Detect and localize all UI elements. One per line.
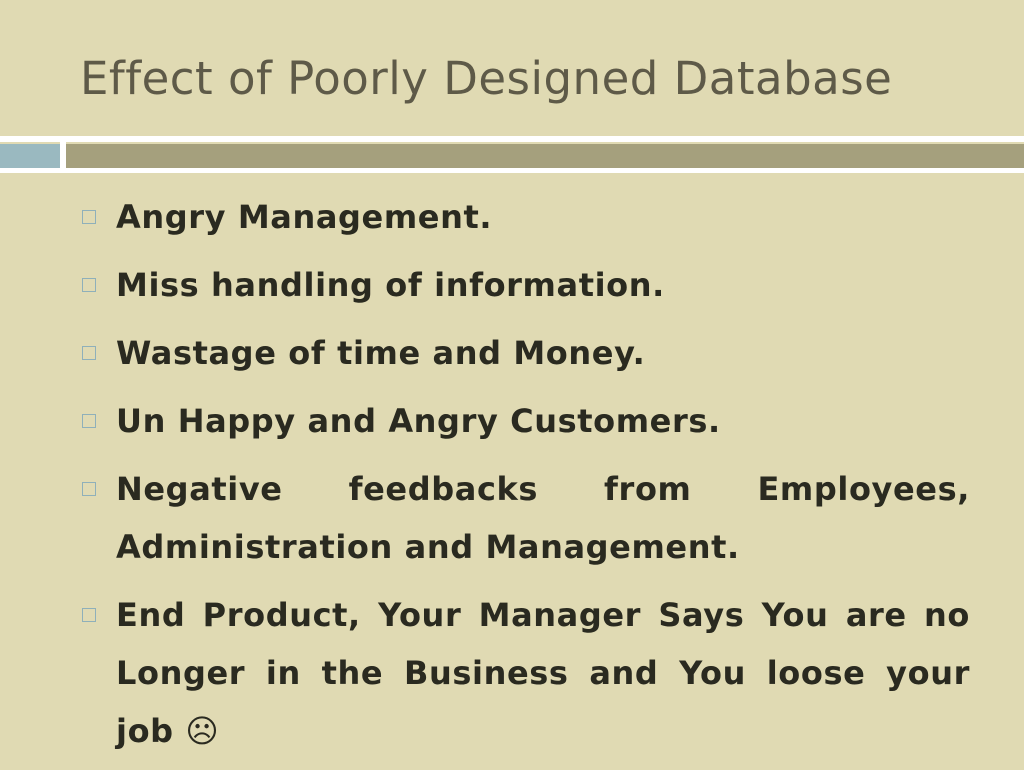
square-bullet-icon: [82, 278, 96, 292]
bullet-item: [82, 256, 970, 314]
divider-band: [66, 144, 1024, 168]
square-bullet-icon: [82, 346, 96, 360]
divider-line-bottom: [0, 168, 1024, 173]
bullet-item: [82, 324, 970, 382]
bullet-text: Wastage of time and Money.: [116, 334, 646, 372]
bullet-text: Un Happy and Angry Customers.: [116, 402, 721, 440]
bullet-item: [82, 188, 970, 246]
bullet-list: [82, 188, 970, 770]
square-bullet-icon: [82, 608, 96, 622]
bullet-text: End Product, Your Manager Says You are no Longer in the Business and You loose your job ☹: [116, 596, 970, 750]
square-bullet-icon: [82, 210, 96, 224]
bullet-text: Negative feedbacks from Employees, Administration and Management.: [116, 470, 970, 566]
slide-title: Effect of Poorly Designed Database: [80, 52, 893, 105]
divider-line-top: [0, 136, 1024, 142]
bullet-text: Miss handling of information.: [116, 266, 665, 304]
bullet-item: [82, 460, 970, 576]
bullet-item: [82, 392, 970, 450]
square-bullet-icon: [82, 482, 96, 496]
bullet-text: Angry Management.: [116, 198, 493, 236]
bullet-item: [82, 586, 970, 760]
square-bullet-icon: [82, 414, 96, 428]
divider-accent-block: [0, 144, 60, 168]
